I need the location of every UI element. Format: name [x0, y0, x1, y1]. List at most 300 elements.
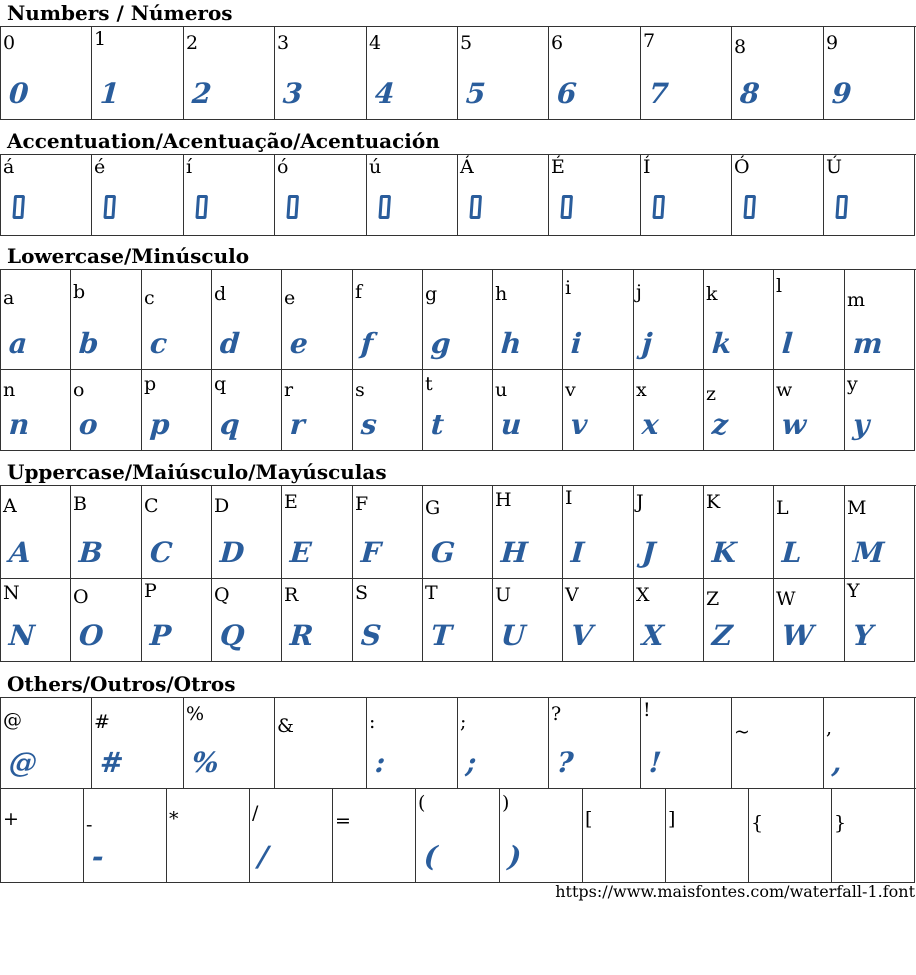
char-cell-upper-Y: [845, 579, 915, 662]
char-glyph-sample: s: [359, 408, 378, 441]
char-label: É: [551, 156, 565, 178]
char-glyph-sample: A: [7, 536, 32, 569]
char-cell-slash: [250, 789, 333, 883]
char-cell-upper-M: [845, 486, 915, 579]
char-glyph-sample: [8, 195, 25, 225]
char-cell-open-paren: [416, 789, 500, 883]
char-label: s: [355, 379, 365, 401]
char-cell-lower-f: [353, 270, 423, 370]
char-label: G: [425, 497, 441, 519]
char-cell-upper-T: [423, 579, 493, 662]
char-glyph-sample: Z: [710, 619, 734, 652]
char-cell-accent-i-upper: [641, 155, 732, 236]
char-glyph-sample: 5: [464, 77, 487, 110]
char-label: é: [94, 156, 106, 178]
char-label: o: [73, 379, 85, 401]
char-glyph-sample: J: [640, 536, 657, 569]
missing-glyph-box-icon: [835, 195, 848, 219]
char-label: a: [3, 287, 15, 309]
numbers-grid: [0, 26, 916, 120]
others-row-2: [1, 789, 916, 883]
char-label: H: [495, 489, 512, 511]
char-cell-lower-k: [704, 270, 774, 370]
char-label: Ú: [826, 156, 843, 178]
char-glyph-sample: /: [256, 840, 270, 873]
char-label: /: [252, 802, 259, 824]
char-cell-lower-e: [282, 270, 353, 370]
char-glyph-sample: d: [218, 327, 241, 360]
char-cell-upper-N: [1, 579, 71, 662]
char-cell-lower-j: [634, 270, 704, 370]
char-glyph-sample: H: [499, 536, 529, 569]
char-cell-digit-3: [275, 27, 367, 120]
char-label: B: [73, 493, 87, 515]
char-cell-upper-V: [563, 579, 634, 662]
char-glyph-sample: 3: [281, 77, 304, 110]
char-cell-accent-a: [1, 155, 92, 236]
char-cell-at: [1, 698, 92, 789]
char-glyph-sample: (: [422, 840, 439, 873]
char-label: ,: [826, 717, 833, 739]
others-row-1: [1, 698, 916, 789]
char-glyph-sample: C: [148, 536, 174, 569]
char-label: ~: [734, 721, 750, 743]
char-glyph-sample: [374, 195, 391, 225]
char-glyph-sample: o: [77, 408, 99, 441]
char-label: I: [565, 487, 573, 509]
char-label: X: [636, 584, 650, 606]
char-cell-accent-u-upper: [824, 155, 915, 236]
char-cell-upper-D: [212, 486, 282, 579]
char-label: q: [214, 373, 227, 395]
char-label: 2: [186, 32, 199, 54]
char-label: i: [565, 277, 572, 299]
char-glyph-sample: O: [77, 619, 105, 652]
char-glyph-sample: 6: [555, 77, 578, 110]
char-glyph-sample: Q: [218, 619, 246, 652]
char-label: ú: [369, 156, 382, 178]
char-glyph-sample: L: [780, 536, 803, 569]
char-cell-tilde: [732, 698, 824, 789]
char-cell-open-bracket: [583, 789, 666, 883]
char-cell-lower-n: [1, 370, 71, 451]
char-label: 1: [94, 28, 107, 50]
char-label: P: [144, 580, 157, 602]
char-cell-upper-L: [774, 486, 845, 579]
char-glyph-sample: [282, 195, 299, 225]
char-label: ?: [551, 703, 562, 725]
char-cell-upper-R: [282, 579, 353, 662]
char-label: O: [73, 586, 89, 608]
char-glyph-sample: :: [373, 746, 387, 779]
char-label: W: [776, 588, 796, 610]
lowercase-row-1: [1, 270, 916, 370]
missing-glyph-box-icon: [652, 195, 665, 219]
char-label: í: [186, 156, 193, 178]
char-cell-accent-o: [275, 155, 367, 236]
char-label: &: [277, 715, 294, 737]
char-label: K: [706, 491, 721, 513]
char-glyph-sample: 2: [190, 77, 213, 110]
char-glyph-sample: [648, 195, 665, 225]
char-glyph-sample: 9: [830, 77, 853, 110]
char-cell-lower-s: [353, 370, 423, 451]
char-label: x: [636, 379, 647, 401]
char-label: Á: [460, 156, 474, 178]
char-glyph-sample: E: [288, 536, 313, 569]
missing-glyph-box-icon: [560, 195, 573, 219]
char-glyph-sample: h: [499, 327, 523, 360]
char-cell-close-bracket: [666, 789, 749, 883]
section-title-accentuation: Accentuation/Acentuação/Acentuación: [7, 129, 440, 153]
char-label: t: [425, 373, 433, 395]
char-label: ó: [277, 156, 289, 178]
char-cell-semicolon: [458, 698, 549, 789]
char-cell-upper-C: [142, 486, 212, 579]
char-cell-upper-X: [634, 579, 704, 662]
char-cell-lower-d: [212, 270, 282, 370]
char-glyph-sample: a: [7, 327, 29, 360]
char-cell-lower-p: [142, 370, 212, 451]
char-label: ): [502, 792, 510, 814]
missing-glyph-box-icon: [469, 195, 482, 219]
char-label: M: [847, 497, 867, 519]
char-glyph-sample: V: [569, 619, 594, 652]
char-cell-upper-E: [282, 486, 353, 579]
char-label: U: [495, 584, 512, 606]
char-label: 8: [734, 36, 747, 58]
char-glyph-sample: m: [851, 327, 884, 360]
char-glyph-sample: e: [288, 327, 310, 360]
char-label: Z: [706, 588, 720, 610]
char-cell-lower-u: [493, 370, 563, 451]
char-cell-lower-r: [282, 370, 353, 451]
char-cell-upper-F: [353, 486, 423, 579]
char-label: S: [355, 582, 369, 604]
char-label: !: [643, 699, 651, 721]
char-glyph-sample: [465, 195, 482, 225]
footer-url-link[interactable]: https://www.maisfontes.com/waterfall-1.font: [555, 882, 915, 901]
char-glyph-sample: c: [148, 327, 169, 360]
char-glyph-sample: !: [647, 746, 663, 779]
char-glyph-sample: y: [851, 408, 871, 441]
char-cell-lower-m: [845, 270, 915, 370]
char-glyph-sample: N: [7, 619, 36, 652]
char-glyph-sample: [556, 195, 573, 225]
char-label: v: [565, 379, 576, 401]
missing-glyph-box-icon: [743, 195, 756, 219]
accents-row: [1, 155, 916, 236]
char-cell-upper-I: [563, 486, 634, 579]
char-glyph-sample: w: [780, 408, 808, 441]
char-cell-digit-1: [92, 27, 184, 120]
char-cell-lower-v: [563, 370, 634, 451]
char-glyph-sample: D: [218, 536, 246, 569]
char-label: :: [369, 711, 376, 733]
char-label: Í: [643, 156, 651, 178]
char-glyph-sample: f: [359, 327, 375, 360]
char-cell-hash: [92, 698, 184, 789]
missing-glyph-box-icon: [378, 195, 391, 219]
char-label: [: [585, 808, 593, 830]
section-title-others: Others/Outros/Otros: [7, 672, 236, 696]
char-glyph-sample: 1: [98, 77, 121, 110]
char-glyph-sample: k: [710, 327, 733, 360]
char-label: m: [847, 289, 866, 311]
char-label: @: [3, 709, 22, 731]
char-cell-plus: [1, 789, 84, 883]
char-label: l: [776, 275, 783, 297]
char-label: #: [94, 711, 110, 733]
char-label: =: [335, 810, 351, 832]
char-cell-digit-7: [641, 27, 732, 120]
char-glyph-sample: #: [98, 746, 125, 779]
char-cell-question: [549, 698, 641, 789]
char-glyph-sample: u: [499, 408, 523, 441]
char-label: 9: [826, 32, 839, 54]
char-glyph-sample: G: [429, 536, 457, 569]
lowercase-grid: [0, 269, 916, 451]
char-cell-lower-l: [774, 270, 845, 370]
char-cell-upper-O: [71, 579, 142, 662]
char-label: b: [73, 281, 86, 303]
char-cell-lower-h: [493, 270, 563, 370]
char-label: E: [284, 491, 298, 513]
char-label: r: [284, 379, 294, 401]
char-label: z: [706, 383, 717, 405]
char-glyph-sample: t: [429, 408, 446, 441]
char-glyph-sample: ): [506, 840, 523, 873]
char-cell-colon: [367, 698, 458, 789]
char-glyph-sample: i: [569, 327, 583, 360]
char-label: ;: [460, 711, 467, 733]
char-glyph-sample: [99, 195, 116, 225]
missing-glyph-box-icon: [103, 195, 116, 219]
others-grid-2: [0, 788, 916, 883]
char-label: 4: [369, 32, 382, 54]
accents-grid: [0, 154, 916, 236]
char-cell-lower-b: [71, 270, 142, 370]
char-glyph-sample: S: [359, 619, 383, 652]
char-cell-accent-e-upper: [549, 155, 641, 236]
char-cell-digit-9: [824, 27, 915, 120]
uppercase-grid: [0, 485, 916, 662]
char-glyph-sample: [191, 195, 208, 225]
char-cell-exclamation: [641, 698, 732, 789]
char-cell-asterisk: [167, 789, 250, 883]
char-glyph-sample: ;: [464, 746, 478, 779]
char-label: C: [144, 495, 159, 517]
char-cell-lower-c: [142, 270, 212, 370]
char-glyph-sample: 7: [647, 77, 670, 110]
char-cell-upper-K: [704, 486, 774, 579]
char-glyph-sample: n: [7, 408, 31, 441]
char-label: (: [418, 792, 426, 814]
char-cell-upper-B: [71, 486, 142, 579]
char-label: -: [86, 814, 93, 836]
char-glyph-sample: z: [710, 408, 730, 441]
uppercase-row-2: [1, 579, 916, 662]
char-glyph-sample: [831, 195, 848, 225]
char-glyph-sample: [739, 195, 756, 225]
char-glyph-sample: 4: [373, 77, 396, 110]
char-cell-digit-6: [549, 27, 641, 120]
char-cell-lower-w: [774, 370, 845, 451]
char-cell-digit-4: [367, 27, 458, 120]
char-label: j: [636, 281, 642, 303]
char-label: k: [706, 283, 718, 305]
char-label: J: [636, 491, 644, 513]
char-label: 0: [3, 32, 16, 54]
char-cell-ampersand: [275, 698, 367, 789]
char-label: w: [776, 379, 793, 401]
char-glyph-sample: j: [640, 327, 654, 360]
char-cell-upper-H: [493, 486, 563, 579]
char-label: n: [3, 379, 16, 401]
char-cell-accent-o-upper: [732, 155, 824, 236]
section-title-uppercase: Uppercase/Maiúsculo/Mayúsculas: [7, 460, 387, 484]
char-glyph-sample: x: [640, 408, 660, 441]
char-glyph-sample: q: [218, 408, 241, 441]
char-label: 3: [277, 32, 290, 54]
char-label: %: [186, 703, 205, 725]
char-label: N: [3, 582, 20, 604]
char-glyph-sample: 0: [7, 77, 30, 110]
char-cell-digit-8: [732, 27, 824, 120]
char-cell-upper-Z: [704, 579, 774, 662]
section-title-numbers: Numbers / Números: [7, 1, 233, 25]
char-glyph-sample: Y: [851, 619, 875, 652]
char-glyph-sample: r: [288, 408, 306, 441]
char-glyph-sample: R: [288, 619, 315, 652]
char-glyph-sample: W: [780, 619, 815, 652]
missing-glyph-box-icon: [195, 195, 208, 219]
char-cell-digit-2: [184, 27, 275, 120]
char-label: y: [847, 373, 858, 395]
char-cell-lower-x: [634, 370, 704, 451]
char-label: {: [751, 812, 764, 834]
char-cell-close-brace: [832, 789, 915, 883]
char-label: L: [776, 497, 789, 519]
char-cell-digit-0: [1, 27, 92, 120]
char-cell-accent-e: [92, 155, 184, 236]
char-label: f: [355, 281, 363, 303]
char-glyph-sample: ?: [555, 746, 575, 779]
char-label: Y: [847, 580, 860, 602]
char-glyph-sample: b: [77, 327, 100, 360]
char-glyph-sample: U: [499, 619, 527, 652]
char-label: A: [3, 495, 17, 517]
char-glyph-sample: v: [569, 408, 589, 441]
char-cell-upper-W: [774, 579, 845, 662]
char-glyph-sample: 8: [738, 77, 761, 110]
char-cell-lower-g: [423, 270, 493, 370]
char-label: R: [284, 584, 299, 606]
char-glyph-sample: B: [77, 536, 104, 569]
char-glyph-sample: %: [190, 746, 220, 779]
char-label: *: [169, 808, 179, 830]
missing-glyph-box-icon: [286, 195, 299, 219]
char-label: c: [144, 287, 155, 309]
char-cell-lower-y: [845, 370, 915, 451]
missing-glyph-box-icon: [12, 195, 25, 219]
char-cell-accent-u: [367, 155, 458, 236]
char-label: 7: [643, 30, 656, 52]
char-glyph-sample: l: [780, 327, 794, 360]
char-glyph-sample: I: [569, 536, 586, 569]
char-glyph-sample: X: [640, 619, 665, 652]
char-cell-upper-G: [423, 486, 493, 579]
char-cell-upper-Q: [212, 579, 282, 662]
char-glyph-sample: K: [710, 536, 738, 569]
char-cell-lower-t: [423, 370, 493, 451]
char-label: T: [425, 582, 438, 604]
char-cell-lower-a: [1, 270, 71, 370]
char-cell-close-paren: [500, 789, 583, 883]
char-label: +: [3, 808, 19, 830]
char-cell-upper-U: [493, 579, 563, 662]
char-label: 5: [460, 32, 473, 54]
char-glyph-sample: F: [359, 536, 383, 569]
uppercase-row-1: [1, 486, 916, 579]
char-cell-upper-A: [1, 486, 71, 579]
char-label: e: [284, 287, 296, 309]
char-label: Q: [214, 584, 230, 606]
char-cell-comma: [824, 698, 915, 789]
char-cell-equals: [333, 789, 416, 883]
char-cell-lower-q: [212, 370, 282, 451]
char-glyph-sample: ,: [830, 746, 843, 779]
char-label: }: [834, 812, 847, 834]
char-cell-open-brace: [749, 789, 832, 883]
char-cell-accent-i: [184, 155, 275, 236]
char-label: d: [214, 283, 227, 305]
others-grid-1: [0, 697, 916, 789]
char-glyph-sample: -: [90, 840, 105, 873]
char-cell-percent: [184, 698, 275, 789]
char-cell-upper-J: [634, 486, 704, 579]
char-cell-hyphen: [84, 789, 167, 883]
char-glyph-sample: T: [429, 619, 454, 652]
char-label: á: [3, 156, 15, 178]
char-glyph-sample: @: [7, 746, 39, 779]
char-glyph-sample: p: [148, 408, 171, 441]
char-cell-lower-i: [563, 270, 634, 370]
char-label: g: [425, 283, 438, 305]
char-label: V: [565, 584, 579, 606]
char-glyph-sample: g: [429, 327, 452, 360]
lowercase-row-2: [1, 370, 916, 451]
char-label: ]: [668, 808, 676, 830]
char-label: F: [355, 493, 369, 515]
char-cell-lower-o: [71, 370, 142, 451]
numbers-row: [1, 27, 916, 120]
char-cell-upper-P: [142, 579, 212, 662]
char-label: D: [214, 495, 230, 517]
char-cell-upper-S: [353, 579, 423, 662]
char-label: p: [144, 373, 157, 395]
char-label: 6: [551, 32, 564, 54]
char-glyph-sample: P: [148, 619, 173, 652]
char-cell-digit-5: [458, 27, 549, 120]
section-title-lowercase: Lowercase/Minúsculo: [7, 244, 250, 268]
char-label: u: [495, 379, 508, 401]
char-cell-lower-z: [704, 370, 774, 451]
char-label: Ó: [734, 156, 750, 178]
char-label: h: [495, 283, 508, 305]
char-glyph-sample: M: [851, 536, 886, 569]
char-cell-accent-a-upper: [458, 155, 549, 236]
